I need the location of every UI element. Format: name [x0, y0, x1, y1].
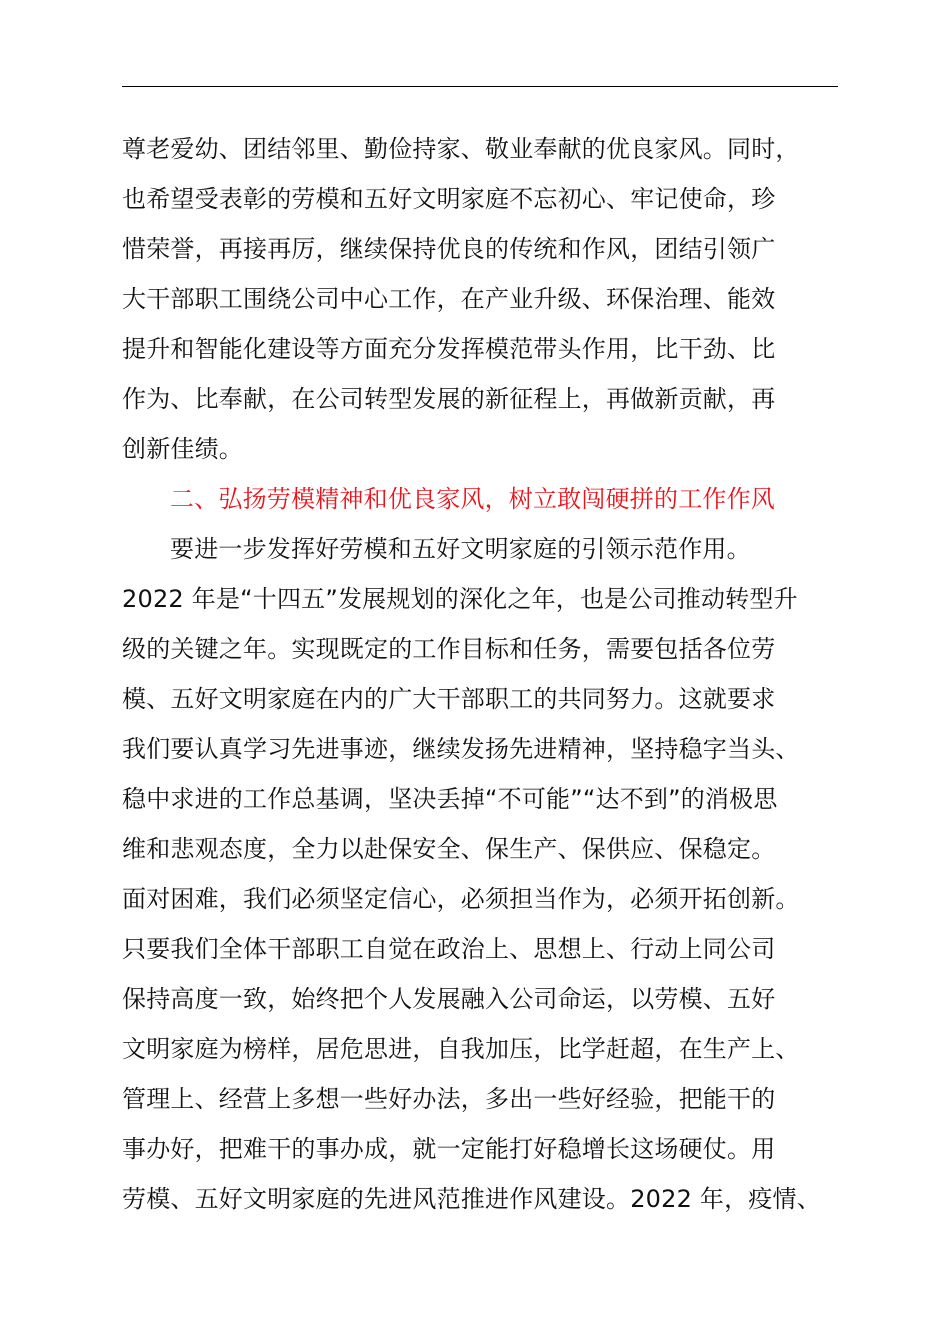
text-line: 大干部职工围绕公司中心工作，在产业升级、环保治理、能效 [122, 285, 776, 313]
text-line: 面对困难，我们必须坚定信心，必须担当作为，必须开拓创新。 [122, 885, 800, 913]
text-line: 也希望受表彰的劳模和五好文明家庭不忘初心、牢记使命，珍 [122, 185, 776, 213]
text-line: 保持高度一致，始终把个人发展融入公司命运，以劳模、五好 [122, 985, 776, 1013]
text-line: 作为、比奉献，在公司转型发展的新征程上，再做新贡献，再 [122, 385, 776, 413]
text-line: 要进一步发挥好劳模和五好文明家庭的引领示范作用。 [170, 535, 751, 563]
text-line: 稳中求进的工作总基调，坚决丢掉“不可能”“达不到”的消极思 [122, 785, 778, 813]
text-line: 惜荣誉，再接再厉，继续保持优良的传统和作风，团结引领广 [122, 235, 776, 263]
text-line: 级的关键之年。实现既定的工作目标和任务，需要包括各位劳 [122, 635, 776, 663]
text-line: 只要我们全体干部职工自觉在政治上、思想上、行动上同公司 [122, 935, 776, 963]
text-line: 文明家庭为榜样，居危思进，自我加压，比学赶超，在生产上、 [122, 1035, 800, 1063]
text-line: 尊老爱幼、团结邻里、勤俭持家、敬业奉献的优良家风。同时， [122, 135, 800, 163]
text-line: 创新佳绩。 [122, 435, 243, 463]
text-line: 2022 年是“十四五”发展规划的深化之年，也是公司推动转型升 [122, 585, 798, 613]
section-heading: 二、弘扬劳模精神和优良家风，树立敢闯硬拼的工作作风 [170, 485, 775, 513]
text-line: 我们要认真学习先进事迹，继续发扬先进精神，坚持稳字当头、 [122, 735, 800, 763]
text-line: 事办好，把难干的事办成，就一定能打好稳增长这场硬仗。用 [122, 1135, 776, 1163]
text-line: 提升和智能化建设等方面充分发挥模范带头作用，比干劲、比 [122, 335, 776, 363]
text-line: 劳模、五好文明家庭的先进风范推进作风建设。2022 年，疫情、 [122, 1185, 821, 1213]
text-line: 模、五好文明家庭在内的广大干部职工的共同努力。这就要求 [122, 685, 776, 713]
text-line: 维和悲观态度，全力以赴保安全、保生产、保供应、保稳定。 [122, 835, 776, 863]
text-line: 管理上、经营上多想一些好办法，多出一些好经验，把能干的 [122, 1085, 776, 1113]
body-text [122, 124, 842, 1224]
header-rule [122, 86, 838, 87]
